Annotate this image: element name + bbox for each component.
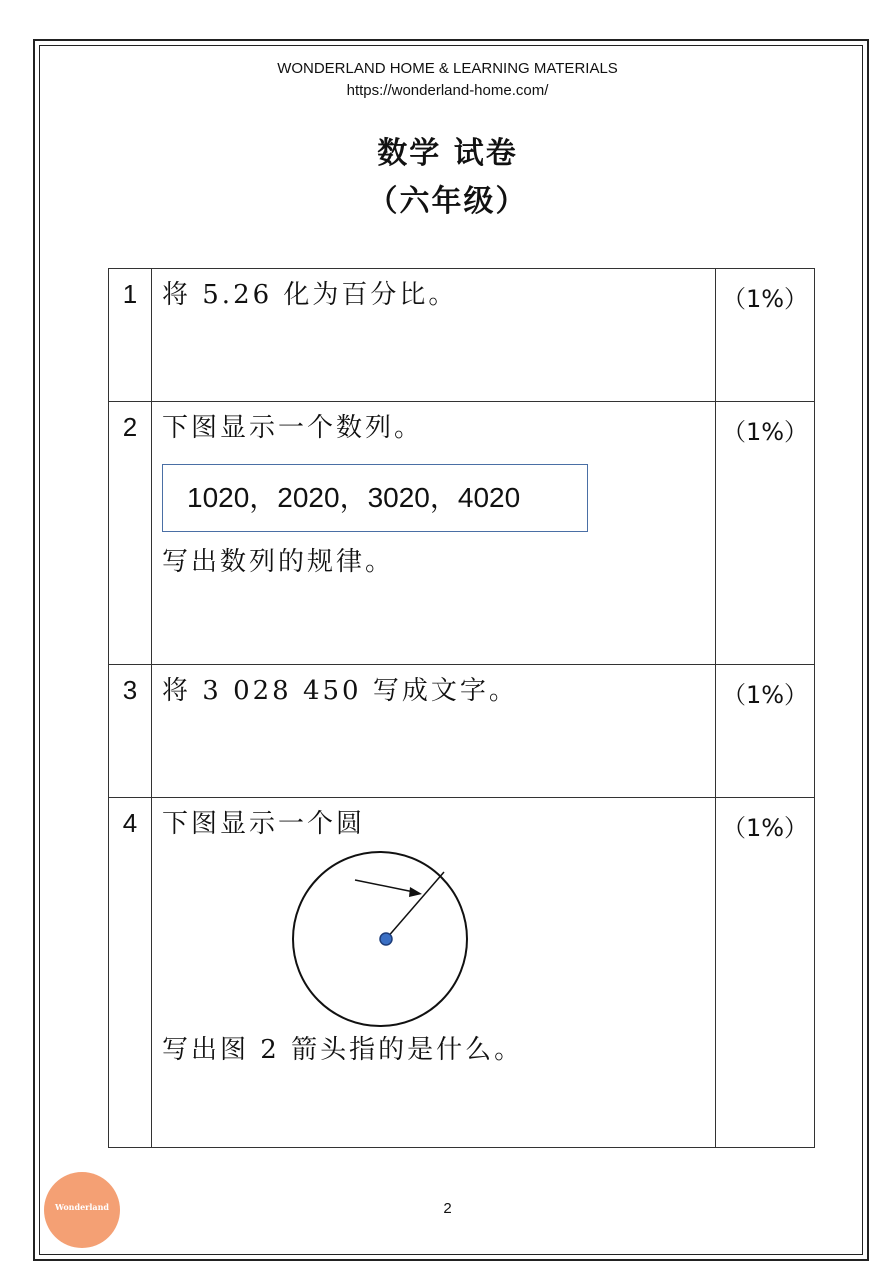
question-number: 3 [109,665,152,798]
question-number: 4 [109,798,152,1148]
page-subtitle: （六年级） [367,184,528,219]
question-mark: （1%） [716,269,815,402]
questions-table [108,268,815,1148]
sequence-box: 1020，2020，3020，4020 [162,464,588,532]
publisher-url[interactable]: https://wonderland-home.com/ [346,82,549,99]
question-body [152,798,716,1148]
question-mark: （1%） [716,665,815,798]
question-text: 将 5.26 化为百分比。 [162,280,458,310]
question-number: 2 [109,402,152,665]
question-text: 将 3 028 450 写成文字。 [162,676,518,706]
circle-diagram [162,842,705,1032]
arrow-shaft [355,880,414,892]
publisher-name: WONDERLAND HOME & LEARNING MATERIALS [277,60,618,77]
circle-figure [162,842,705,1032]
page-number: 2 [443,1200,452,1217]
question-row-4 [109,798,815,1148]
question-row-3 [109,665,815,798]
question-text: 下图显示一个圆 [162,809,366,839]
page-title: 数学 试卷 [377,136,518,171]
circle-center-dot [380,933,392,945]
question-instruction: 写出图 2 箭头指的是什么。 [162,1035,524,1065]
question-row-2 [109,402,815,665]
question-body [152,402,716,665]
question-instruction: 写出数列的规律。 [162,547,395,577]
question-body [152,665,716,798]
logo-text: Wonderland [54,1202,109,1212]
question-mark: （1%） [716,798,815,1148]
question-mark: （1%） [716,402,815,665]
question-number: 1 [109,269,152,402]
question-body [152,269,716,402]
radius-line [386,872,444,939]
question-text: 下图显示一个数列。 [162,413,424,443]
question-row-1 [109,269,815,402]
arrow-head-icon [409,887,422,897]
